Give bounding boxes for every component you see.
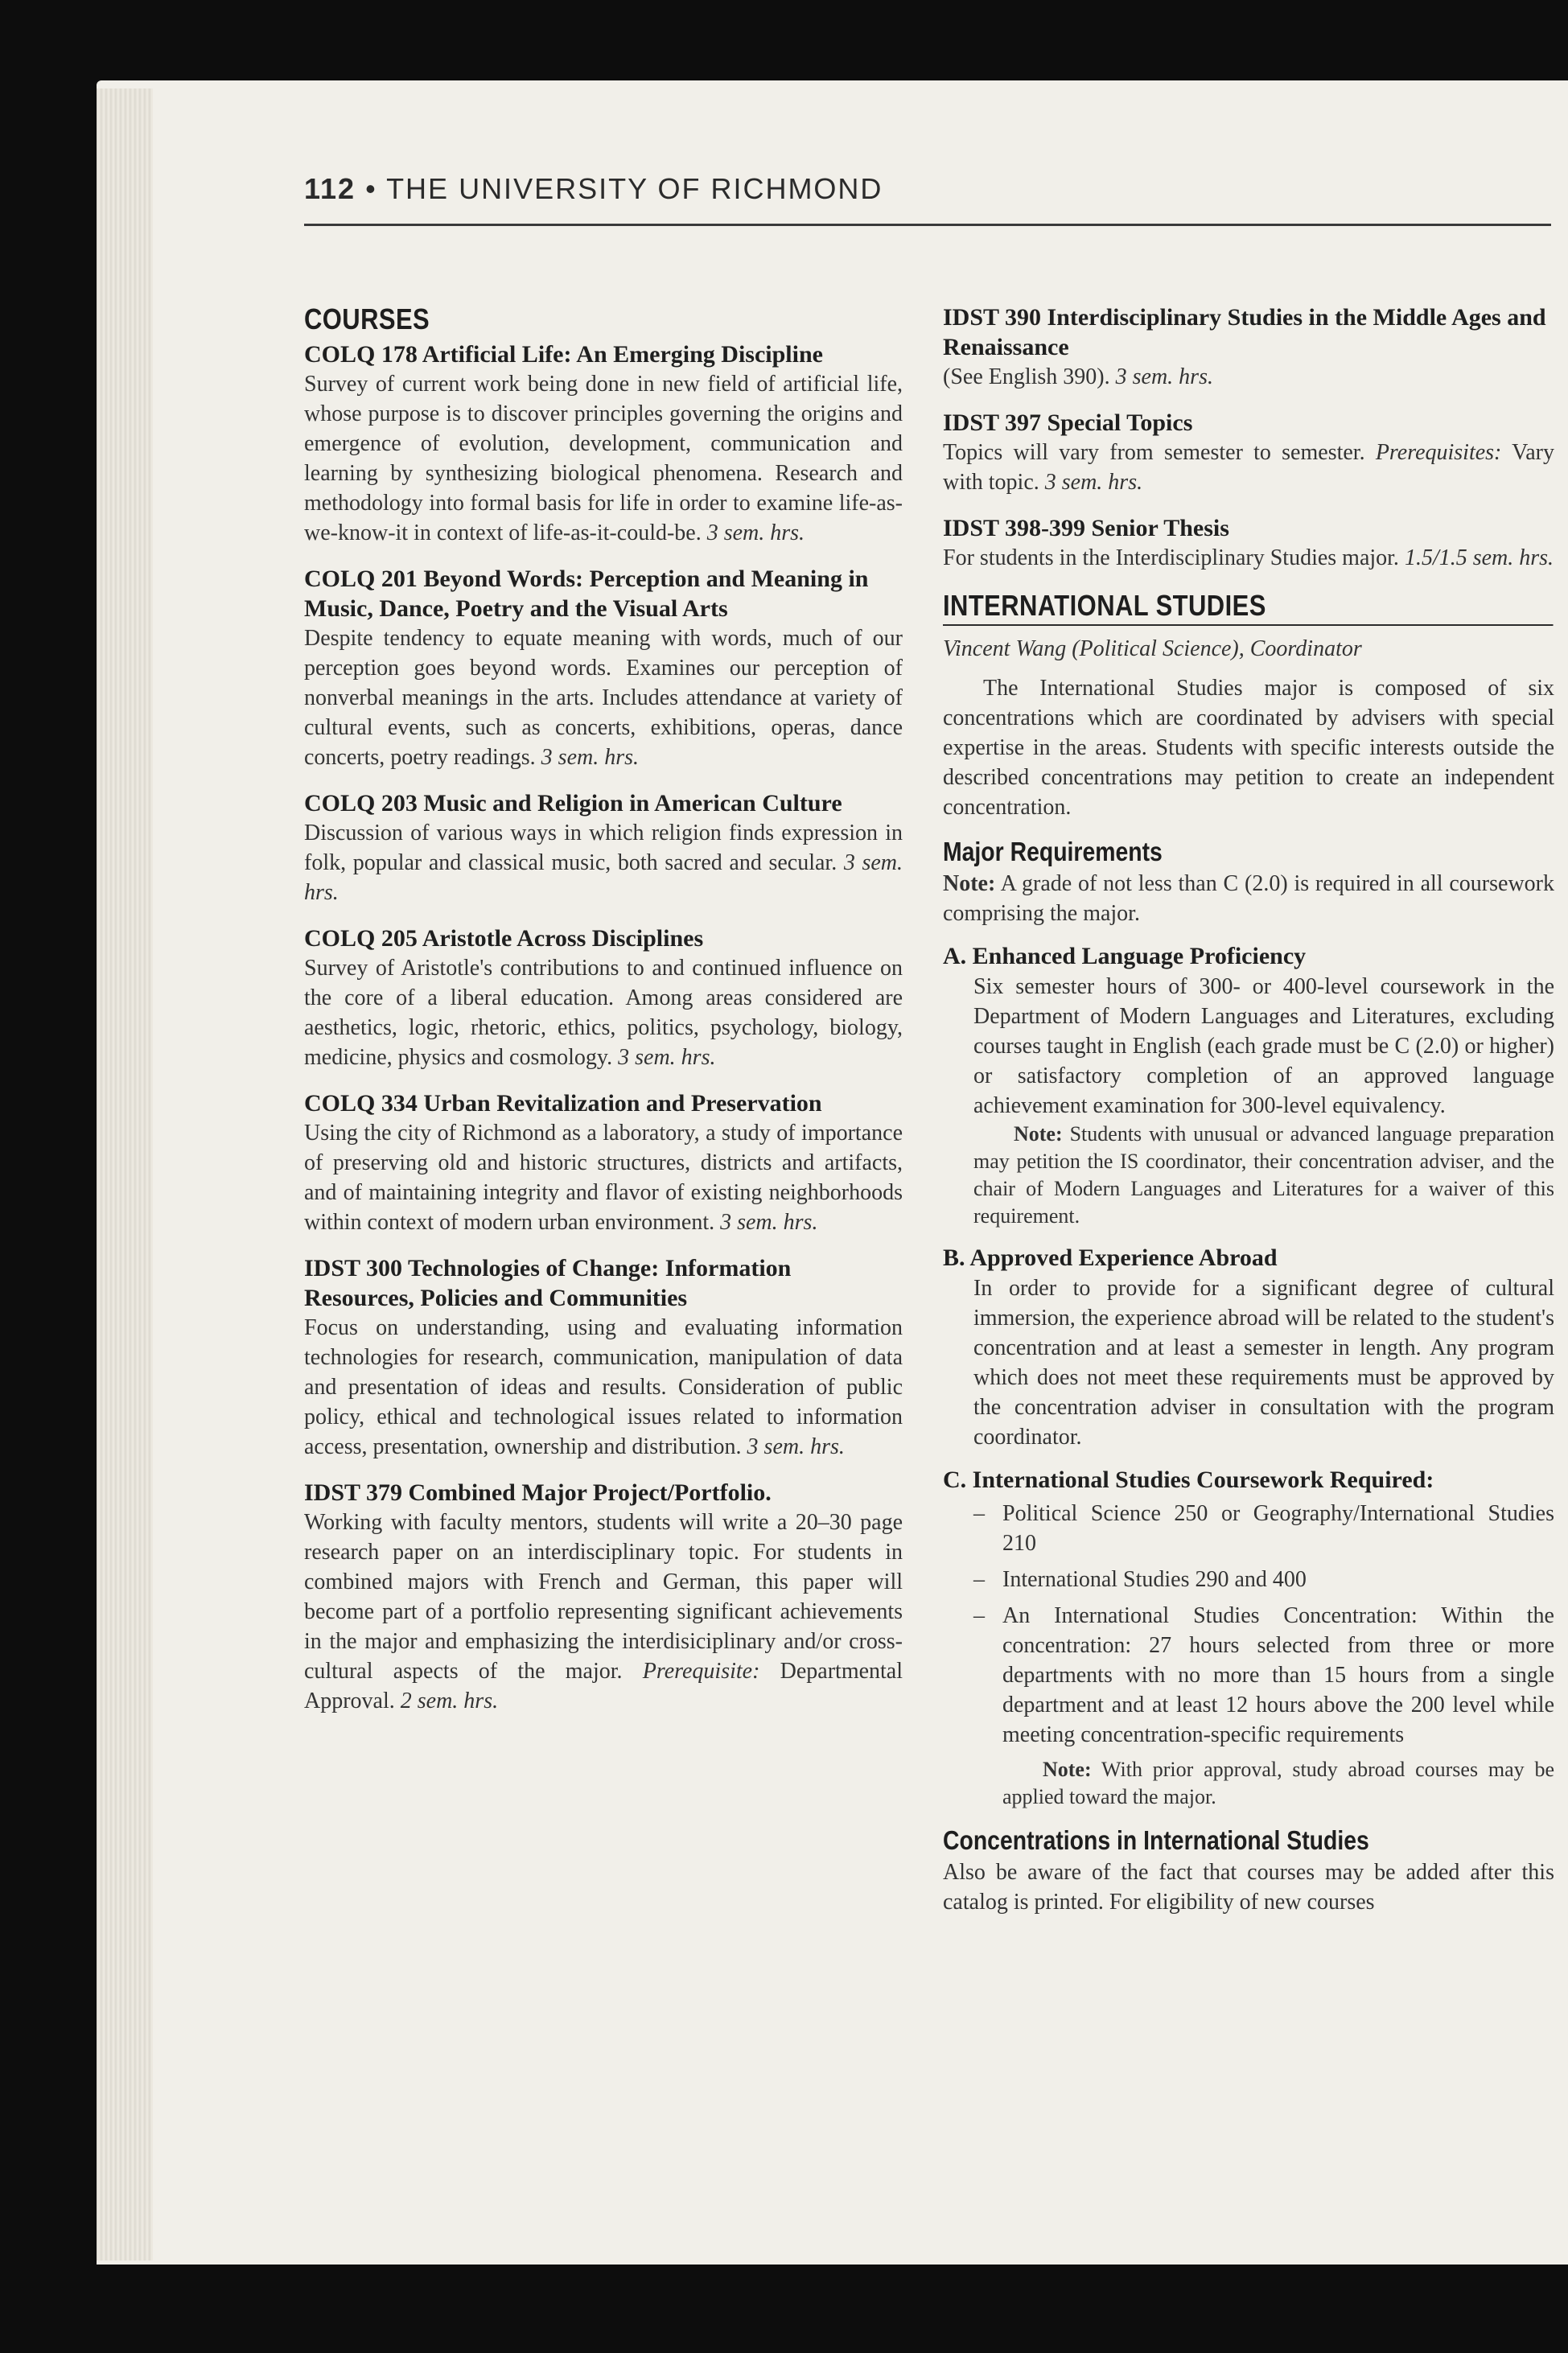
course-title: IDST 300 Technologies of Change: Information Resources, Policies and Communities	[304, 1255, 792, 1311]
note-text: Students with unusual or advanced language preparation may petition the IS coordinator, their concentration adviser, and the chair of Modern Languages and Literatures for a waiver of this requirement.	[973, 1122, 1555, 1228]
course-hours: 3 sem. hrs.	[541, 745, 640, 770]
course-desc-text: Focus on understanding, using and evaluating information technologies for research, communication, manipulation of data and presentation of ideas and results. Consideration of public policy, ethical and technological issues related to information access, presentation, ownership and distribution.	[304, 1315, 903, 1459]
course-title: COLQ 334 Urban Revitalization and Preservation	[304, 1090, 822, 1117]
course-entry	[304, 1253, 903, 1462]
course-description	[304, 953, 903, 1072]
course-title: IDST 379 Combined Major Project/Portfolio.	[304, 1479, 772, 1506]
list-item: – Political Science 250 or Geography/International Studies 210	[973, 1499, 1554, 1558]
coursework-list	[973, 1499, 1554, 1750]
course-desc-text: Working with faculty mentors, students will write a 20–30 page research paper on an interdisciplinary topic. For students in combined majors with French and German, this paper will become part of a portfolio representing significant achievements in the major and emphasizing the interdisiciplinary and/or cross-cultural aspects of the major.	[304, 1510, 903, 1684]
requirement-b	[943, 1243, 1554, 1452]
concentrations-heading: Concentrations in International Studies	[943, 1825, 1369, 1855]
concentrations-paragraph: Also be aware of the fact that courses may be added after this catalog is printed. For eligibility of new courses	[943, 1860, 1554, 1915]
course-desc-text: Topics will vary from semester to semester.	[943, 440, 1365, 465]
course-title: IDST 390 Interdisciplinary Studies in the Middle Ages and Renaissance	[943, 304, 1546, 360]
coordinator-line: Vincent Wang (Political Science), Coordinator	[943, 636, 1362, 661]
list-item: – An International Studies Concentration: Within the concentration: 27 hours selected from three or more departments with no more than 15 hours from a single department and at least 12 hours above the 200 level while meeting concentration-specific requirements	[973, 1601, 1554, 1750]
note-text: A grade of not less than C (2.0) is required in all coursework comprising the major.	[943, 871, 1554, 926]
course-title: COLQ 205 Aristotle Across Disciplines	[304, 925, 704, 952]
course-description	[304, 1508, 903, 1716]
course-hours: 3 sem. hrs.	[720, 1210, 818, 1235]
requirement-a	[943, 941, 1554, 1230]
course-hours: 3 sem. hrs.	[1115, 364, 1213, 389]
course-entry	[304, 1088, 903, 1237]
major-note	[943, 869, 1554, 928]
note-label: Note:	[1043, 1758, 1092, 1781]
course-desc-text: Survey of Aristotle's contributions to and continued influence on the core of a liberal education. Among areas considered are aesthetics, logic, rhetoric, ethics, politics, psychology, biology, medicine, physics and cosmology.	[304, 956, 903, 1070]
list-item: – International Studies 290 and 400	[973, 1565, 1554, 1594]
course-entry	[304, 924, 903, 1072]
requirement-body: In order to provide for a significant degree of cultural immersion, the experience abroad will be related to the student's concentration and at least a semester in length. Any program which does not meet these requirements must be approved by the concentration adviser in consultation with the program coordinator.	[973, 1276, 1554, 1450]
course-desc-text: (See English 390).	[943, 364, 1110, 389]
requirement-c	[943, 1465, 1554, 1811]
right-column	[943, 302, 1554, 1917]
course-entry	[943, 302, 1554, 392]
course-desc-text: Using the city of Richmond as a laboratory, a study of importance of preserving old and historic structures, districts and artifacts, and of maintaining integrity and flavor of existing neighborhoods within context of modern urban environment.	[304, 1121, 903, 1235]
prerequisite-label: Prerequisite:	[642, 1659, 760, 1684]
course-title: COLQ 178 Artificial Life: An Emerging Discipline	[304, 341, 823, 368]
course-description	[304, 818, 903, 907]
requirement-title: B. Approved Experience Abroad	[943, 1244, 1278, 1271]
prerequisite-text: Vary with topic.	[943, 440, 1554, 495]
course-hours: 3 sem. hrs.	[706, 520, 805, 545]
left-column	[304, 302, 903, 1732]
course-description	[304, 1118, 903, 1237]
course-desc-text: For students in the Interdisciplinary Studies major.	[943, 545, 1399, 570]
course-title: COLQ 201 Beyond Words: Perception and Meaning in Music, Dance, Poetry and the Visual Arts	[304, 566, 869, 622]
note-label: Note:	[1014, 1122, 1063, 1146]
course-entry	[304, 339, 903, 548]
requirement-title: C. International Studies Coursework Required:	[943, 1467, 1434, 1493]
course-entry	[304, 1478, 903, 1716]
course-description	[943, 543, 1554, 573]
international-studies-heading: INTERNATIONAL STUDIES	[943, 589, 1553, 626]
header-rule	[304, 224, 1551, 226]
course-entry	[943, 408, 1554, 497]
courses-heading: COURSES	[304, 302, 430, 335]
requirement-note	[943, 1756, 1554, 1811]
course-title: COLQ 203 Music and Religion in American Culture	[304, 790, 842, 817]
course-hours: 3 sem. hrs.	[618, 1045, 716, 1070]
header-bullet: •	[365, 172, 377, 205]
prerequisite-label: Prerequisites:	[1375, 440, 1502, 465]
course-hours: 3 sem. hrs.	[747, 1434, 845, 1459]
requirement-body: Six semester hours of 300- or 400-level coursework in the Department of Modern Languages and Literatures, excluding courses taught in English (each grade must be C (2.0) or higher) or satisfactory completion of an approved language achievement examination for 300-level equivalency.	[973, 974, 1554, 1118]
header-title: THE UNIVERSITY OF RICHMOND	[386, 172, 883, 205]
course-entry	[304, 788, 903, 907]
prerequisite-text: Departmental Approval.	[304, 1659, 903, 1713]
page-number: 112	[304, 172, 356, 205]
course-description	[304, 369, 903, 548]
requirement-title: A. Enhanced Language Proficiency	[943, 943, 1307, 969]
note-text: With prior approval, study abroad courses may be applied toward the major.	[1002, 1758, 1555, 1808]
course-desc-text: Survey of current work being done in new field of artificial life, whose purpose is to discover principles governing the origins and emergence of evolution, development, communication and learning by synthesizing biological phenomena. Research and methodology into formal basis for life in order to examine life-as-we-know-it in context of life-as-it-could-be.	[304, 372, 903, 545]
course-entry	[304, 564, 903, 772]
course-hours: 1.5/1.5 sem. hrs.	[1404, 545, 1554, 570]
course-title: IDST 397 Special Topics	[943, 409, 1193, 436]
course-description	[943, 362, 1554, 392]
course-entry	[943, 513, 1554, 573]
course-hours: 3 sem. hrs.	[1044, 470, 1143, 495]
course-hours: 3 sem. hrs.	[304, 850, 903, 905]
course-desc-text: Despite tendency to equate meaning with words, much of our perception goes beyond words. Examines our perception of nonverbal meanings in the arts. Includes attendance at variety of cultural events, such as concerts, exhibitions, operas, dance concerts, poetry readings.	[304, 626, 903, 770]
course-title: IDST 398-399 Senior Thesis	[943, 515, 1229, 541]
major-requirements-heading: Major Requirements	[943, 837, 1163, 866]
requirement-note	[943, 1121, 1554, 1230]
course-hours: 2 sem. hrs.	[400, 1689, 499, 1713]
course-description	[943, 438, 1554, 497]
intro-paragraph: The International Studies major is composed of six concentrations which are coordinated by advisers with special expertise in the areas. Students with specific interests outside the described concentrations may petition to create an independent concentration.	[943, 676, 1554, 820]
page-edges	[97, 88, 153, 2260]
course-description	[304, 623, 903, 772]
course-description	[304, 1313, 903, 1462]
note-label: Note:	[943, 871, 996, 896]
running-head	[304, 172, 883, 206]
course-desc-text: Discussion of various ways in which religion finds expression in folk, popular and classical music, both sacred and secular.	[304, 821, 903, 875]
